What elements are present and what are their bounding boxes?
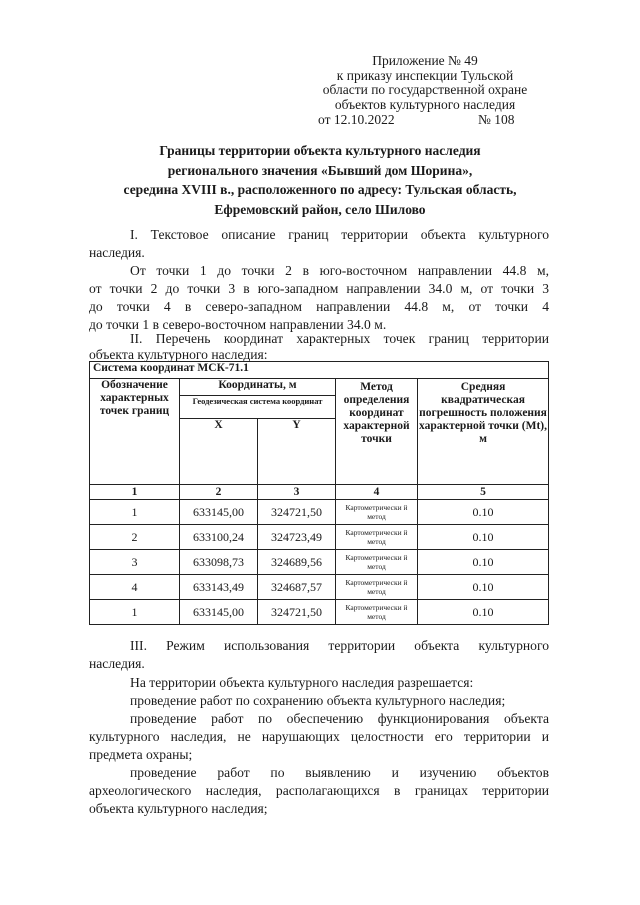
title-line: Границы территории объекта культурного наследия [159, 143, 481, 158]
appendix-header [300, 54, 550, 112]
cell-error: 0.10 [418, 550, 549, 575]
cell-error: 0.10 [418, 600, 549, 625]
cell-point: 3 [90, 550, 180, 575]
section1-text: до точки 4 в северо-западном направлении 44.8 м, от точки 4 [89, 299, 549, 314]
cell-x: 633145,00 [180, 500, 258, 525]
title-line: Ефремовский район, село Шилово [214, 201, 426, 217]
appendix-title: Приложение № 49 [372, 53, 478, 68]
column-number: 5 [418, 485, 549, 500]
section3-list-item-cont: археологического наследия, располагающихся в границах территории [89, 783, 549, 798]
cell-error: 0.10 [418, 500, 549, 525]
section2-heading: II. Перечень координат характерных точек границ территории [130, 331, 549, 346]
cell-point: 4 [90, 575, 180, 600]
header-point: Обозначение характерных точек границ [90, 379, 180, 485]
cell-y: 324723,49 [258, 525, 336, 550]
cell-y: 324689,56 [258, 550, 336, 575]
cell-x: 633145,00 [180, 600, 258, 625]
cell-method: Картометрически й метод [336, 600, 418, 625]
section3-list-item-cont: объекта культурного наследия; [89, 801, 268, 816]
cell-x: 633098,73 [180, 550, 258, 575]
cell-point: 1 [90, 500, 180, 525]
order-date-prefix: от [318, 112, 331, 127]
column-number: 1 [90, 485, 180, 500]
cell-error: 0.10 [418, 525, 549, 550]
section3-list-item: проведение работ по сохранению объекта культурного наследия; [130, 693, 506, 708]
section3-text: На территории объекта культурного наследия разрешается: [130, 675, 474, 690]
section3-list-item: проведение работ по обеспечению функционирования объекта [130, 711, 549, 726]
cell-x: 633143,49 [180, 575, 258, 600]
title-line: регионального значения «Бывший дом Шорина», [167, 162, 473, 178]
column-number: 2 [180, 485, 258, 500]
header-x: X [180, 419, 258, 485]
cell-method: Картометрически й метод [336, 575, 418, 600]
section1-text: до точки 1 в северо-восточном направлении 34.0 м. [89, 317, 387, 332]
cell-error: 0.10 [418, 575, 549, 600]
document-title [80, 141, 560, 219]
header-geodetic-system: Геодезическая система координат [180, 396, 336, 419]
section1-heading-cont: наследия. [89, 245, 145, 260]
table-row [90, 550, 549, 575]
section3-heading-cont: наследия. [89, 656, 145, 671]
cell-method: Картометрически й метод [336, 525, 418, 550]
header-error: Средняя квадратическая погрешность положения характерной точки (Mt), м [418, 379, 549, 485]
section3-heading: III. Режим использования территории объекта культурного [130, 638, 549, 653]
cell-y: 324687,57 [258, 575, 336, 600]
section1-text: От точки 1 до точки 2 в юго-восточном направлении 44.8 м, [130, 263, 549, 278]
table-row [90, 525, 549, 550]
cell-y: 324721,50 [258, 500, 336, 525]
cell-point: 2 [90, 525, 180, 550]
appendix-line: области по государственной охране [322, 82, 528, 97]
table-row [90, 575, 549, 600]
cell-x: 633100,24 [180, 525, 258, 550]
section1-text: от точки 2 до точки 3 в юго-западном направлении 34.0 м, от точки 3 [89, 281, 549, 296]
order-date-line [318, 112, 515, 128]
column-number: 3 [258, 485, 336, 500]
header-y: Y [258, 419, 336, 485]
section1-heading: I. Текстовое описание границ территории объекта культурного [130, 227, 549, 242]
table-row [90, 600, 549, 625]
table-row [90, 500, 549, 525]
title-line: середина XVIII в., расположенного по адресу: Тульская область, [123, 182, 517, 197]
section3-list-item: проведение работ по выявлению и изучению объектов [130, 765, 549, 780]
section3-list-item-cont: предмета охраны; [89, 747, 193, 762]
header-method: Метод определения координат характерной точки [336, 379, 418, 485]
appendix-line: объектов культурного наследия [334, 96, 516, 112]
column-number: 4 [336, 485, 418, 500]
section2-heading-cont: объекта культурного наследия: [89, 347, 268, 362]
appendix-line: к приказу инспекции Тульской [336, 67, 514, 83]
header-coordinates: Координаты, м [180, 379, 336, 396]
cell-y: 324721,50 [258, 600, 336, 625]
order-number: № 108 [478, 112, 515, 127]
cell-method: Картометрически й метод [336, 500, 418, 525]
cell-method: Картометрически й метод [336, 550, 418, 575]
coordinate-system: Система координат МСК-71.1 [90, 362, 549, 379]
cell-point: 1 [90, 600, 180, 625]
coordinates-table [89, 361, 548, 629]
order-date: 12.10.2022 [333, 112, 395, 127]
section3-list-item-cont: культурного наследия, не нарушающих целостности его территории и [89, 729, 549, 744]
